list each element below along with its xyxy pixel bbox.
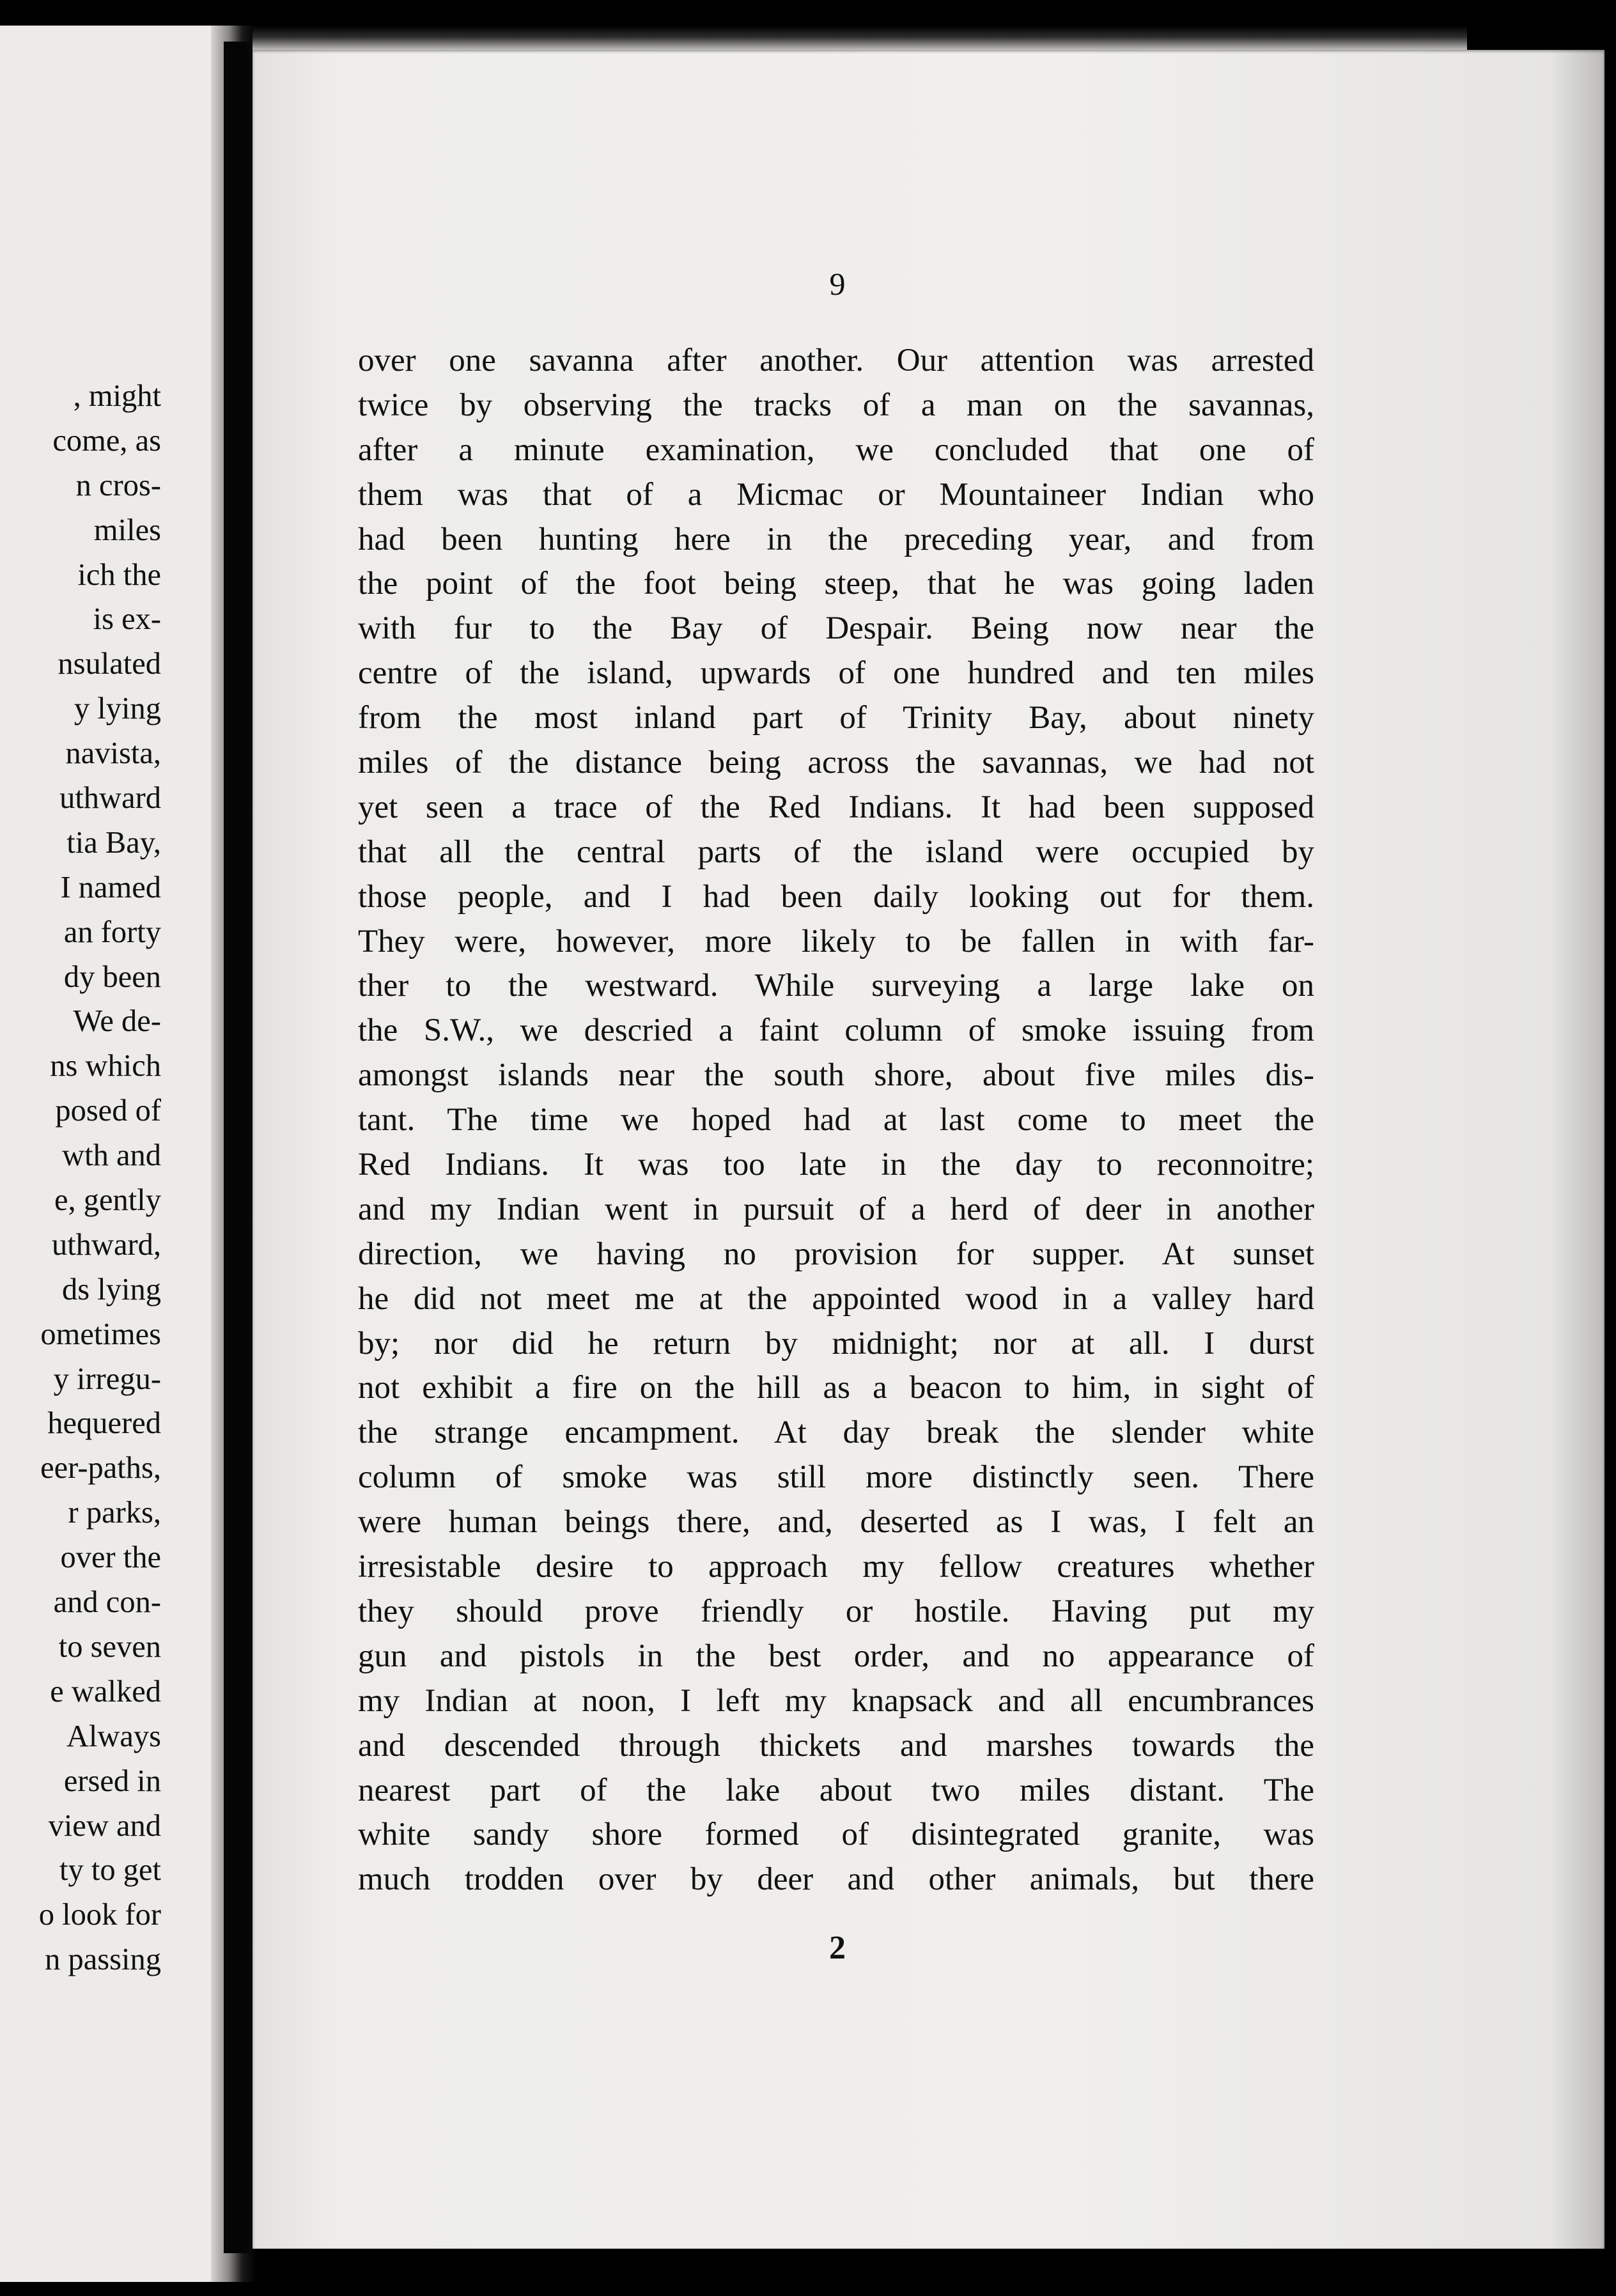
previous-page-line: ds lying (62, 1272, 161, 1307)
text-line: they should prove friendly or hostile. Having put my (358, 1593, 1314, 1629)
page-top-edge-shadow (252, 26, 1467, 51)
text-line: he did not meet me at the appointed wood in a valley hard (358, 1280, 1314, 1317)
previous-page-line: over the (60, 1540, 161, 1575)
text-line: gun and pistols in the best order, and no appearance of (358, 1638, 1314, 1674)
previous-page-fragment (0, 26, 222, 2282)
text-line: by; nor did he return by midnight; nor at all. I durst (358, 1325, 1314, 1361)
previous-page-line: posed of (55, 1094, 161, 1128)
text-line: much trodden over by deer and other animals, but there (358, 1861, 1314, 1898)
text-line: were human beings there, and, deserted as I was, I felt an (358, 1504, 1314, 1540)
previous-page-line: uthward, (51, 1227, 161, 1262)
text-line: the strange encampment. At day break the slender white (358, 1415, 1314, 1451)
previous-page-line: come, as (52, 423, 161, 458)
text-line: centre of the island, upwards of one hundred and ten miles (358, 655, 1314, 692)
text-line: them was that of a Micmac or Mountaineer Indian who (358, 476, 1314, 513)
previous-page-line: nsulated (58, 647, 161, 681)
previous-page-line: an forty (63, 915, 161, 949)
previous-page-line: eer-paths, (40, 1451, 161, 1485)
page-body-text (358, 339, 1314, 1902)
text-line: yet seen a trace of the Red Indians. It had been supposed (358, 789, 1314, 825)
previous-page-line: ersed in (63, 1764, 161, 1798)
text-line: miles of the distance being across the savannas, we had not (358, 745, 1314, 781)
previous-page-line: Always (66, 1719, 161, 1753)
previous-page-line: and con- (53, 1585, 161, 1620)
previous-page-line: r parks, (68, 1496, 161, 1530)
previous-page-line: tia Bay, (66, 825, 161, 860)
previous-page-line: is ex- (93, 602, 161, 637)
text-line: had been hunting here in the preceding year, and from (358, 521, 1314, 557)
previous-page-line: I named (60, 870, 161, 904)
text-line: the S.W., we descried a faint column of smoke issuing from (358, 1012, 1314, 1049)
text-line: white sandy shore formed of disintegrated granite, was (358, 1817, 1314, 1853)
text-line: the point of the foot being steep, that he was going laden (358, 566, 1314, 602)
text-line: over one savanna after another. Our attention was arrested (358, 343, 1314, 378)
printer-signature-mark: 2 (829, 1930, 846, 1966)
book-binding-gutter (224, 42, 249, 2253)
previous-page-line: view and (48, 1808, 161, 1843)
previous-page-line: miles (93, 513, 161, 547)
text-line: that all the central parts of the island were occupied by (358, 834, 1314, 870)
previous-page-line: , might (73, 379, 161, 413)
previous-page-line: e walked (50, 1674, 161, 1709)
previous-page-line: uthward (59, 781, 161, 816)
text-line: Red Indians. It was too late in the day to reconnoitre; (358, 1147, 1314, 1183)
previous-page-text (39, 374, 161, 1982)
text-line: twice by observing the tracks of a man on the savannas, (358, 387, 1314, 423)
previous-page-line: ich the (77, 557, 161, 592)
text-line: and descended through thickets and marshes towards the (358, 1727, 1314, 1764)
previous-page-line: wth and (62, 1138, 161, 1173)
previous-page-line: ty to get (59, 1853, 161, 1888)
text-line: from the most inland part of Trinity Bay, about ninety (358, 700, 1314, 736)
previous-page-line: o look for (38, 1898, 161, 1932)
text-line: tant. The time we hoped had at last come to meet the (358, 1102, 1314, 1138)
text-line: after a minute examination, we concluded that one of (358, 431, 1314, 468)
previous-page-line: ns which (50, 1049, 161, 1083)
previous-page-line: We de- (73, 1004, 161, 1039)
text-line: and my Indian went in pursuit of a herd of deer in another (358, 1191, 1314, 1227)
previous-page-line: hequered (47, 1406, 161, 1441)
text-line: my Indian at noon, I left my knapsack and all encumbrances (358, 1682, 1314, 1719)
text-line: direction, we having no provision for supper. At sunset (358, 1236, 1314, 1272)
previous-page-line: to seven (58, 1629, 161, 1664)
previous-page-line: n passing (45, 1943, 161, 1977)
text-line: with fur to the Bay of Despair. Being now near the (358, 610, 1314, 647)
text-line: ther to the westward. While surveying a large lake on (358, 968, 1314, 1004)
text-line: those people, and I had been daily looking out for them. (358, 878, 1314, 915)
previous-page-line: navista, (65, 736, 161, 771)
text-line: irresistable desire to approach my fellow creatures whether (358, 1549, 1314, 1585)
previous-page-line: e, gently (54, 1183, 161, 1218)
page-number: 9 (829, 266, 846, 302)
previous-page-line: dy been (63, 959, 161, 994)
text-line: nearest part of the lake about two miles distant. The (358, 1772, 1314, 1808)
previous-page-line: ometimes (40, 1317, 161, 1351)
previous-page-line: n cros- (75, 468, 161, 502)
previous-page-line: y lying (74, 692, 161, 726)
text-line: amongst islands near the south shore, about five miles dis- (358, 1057, 1314, 1094)
previous-page-line: y irregu- (53, 1361, 161, 1396)
text-line: not exhibit a fire on the hill as a beacon to him, in sight of (358, 1370, 1314, 1406)
text-line: They were, however, more likely to be fallen in with far- (358, 923, 1314, 959)
text-line: column of smoke was still more distinctly seen. There (358, 1459, 1314, 1496)
